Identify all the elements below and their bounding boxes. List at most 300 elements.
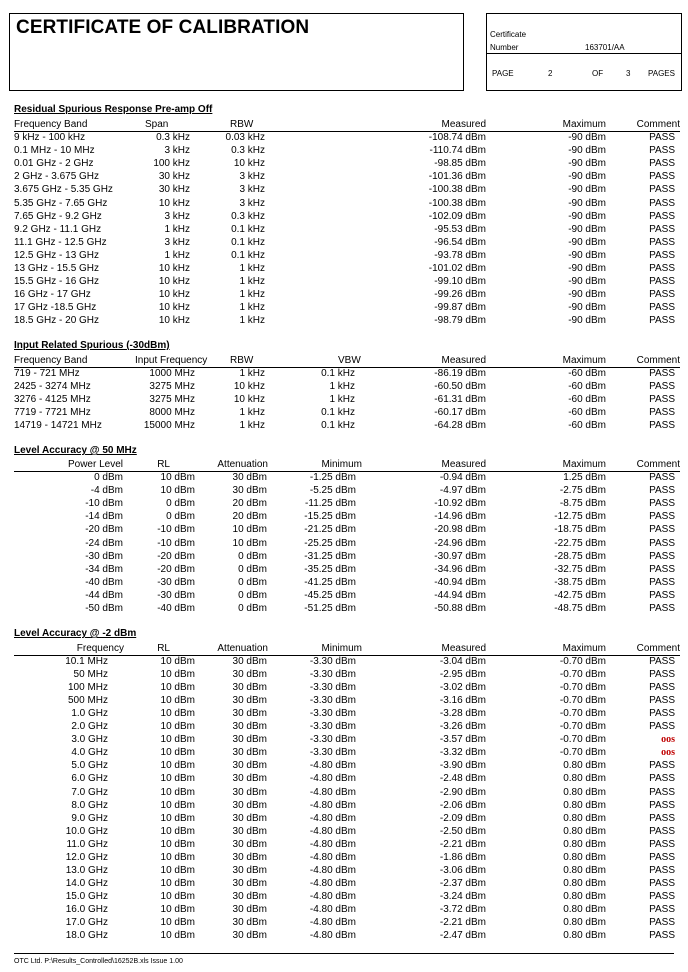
table-cell: -4.80 dBm (309, 773, 356, 785)
table-cell: -3.30 dBm (309, 656, 356, 667)
number-underline (486, 53, 682, 54)
table-cell: -2.21 dBm (439, 838, 486, 850)
table-cell: 0.80 dBm (563, 786, 606, 798)
table-cell: 10 dBm (160, 890, 195, 902)
table-cell: PASS (649, 407, 675, 419)
table-cell: PASS (649, 315, 675, 327)
table-cell: -3.06 dBm (439, 864, 486, 876)
table-cell: -96.54 dBm (434, 236, 486, 248)
table-row (0, 210, 688, 223)
table-row (0, 746, 688, 759)
table-cell: -3.30 dBm (309, 721, 356, 733)
table-row (0, 537, 688, 550)
table-cell: -90 dBm (568, 145, 606, 157)
table-cell: 10 dBm (160, 472, 195, 483)
table-cell: -4 dBm (90, 485, 123, 497)
table-cell: -2.21 dBm (439, 917, 486, 928)
table-cell: 7719 - 7721 MHz (14, 407, 91, 419)
table-cell: 5.35 GHz - 7.65 GHz (14, 197, 108, 209)
page-title: CERTIFICATE OF CALIBRATION (16, 17, 310, 38)
table-cell: -4.80 dBm (309, 760, 356, 772)
table-cell: 7.65 GHz - 9.2 GHz (14, 210, 102, 222)
column-header: Comment (636, 459, 680, 470)
table-cell: PASS (649, 838, 675, 850)
table-cell: 0 dBm (238, 603, 267, 614)
table-cell: 10 dBm (160, 903, 195, 915)
table-cell: 30 kHz (158, 171, 190, 183)
table-cell: 10 dBm (160, 786, 195, 798)
table-cell: -45.25 dBm (304, 589, 356, 601)
table-cell: 0.80 dBm (563, 890, 606, 902)
table-cell: 30 dBm (232, 708, 267, 720)
table-cell: -30 dBm (157, 576, 195, 588)
table-cell: 10 dBm (160, 708, 195, 720)
column-header: VBW (338, 355, 361, 366)
table-cell: 0.1 kHz (321, 407, 355, 419)
table-cell: 14719 - 14721 MHz (14, 420, 102, 432)
table-cell: PASS (649, 511, 675, 523)
table-cell: 500 MHz (67, 695, 108, 707)
table-cell: 5.0 GHz (71, 760, 108, 772)
table-cell: -60 dBm (568, 368, 606, 379)
total-pages: 3 (626, 69, 631, 78)
table-cell: 3.0 GHz (71, 734, 108, 746)
column-header: Maximum (562, 119, 606, 130)
table-cell: 0 dBm (238, 563, 267, 575)
table-cell: -90 dBm (568, 302, 606, 314)
table-cell: PASS (649, 589, 675, 601)
table-cell: -60 dBm (568, 394, 606, 406)
table-cell: 30 dBm (232, 838, 267, 850)
table-row (0, 602, 688, 615)
table-row (0, 183, 688, 196)
table-cell: 10 dBm (160, 838, 195, 850)
table-row (0, 799, 688, 812)
table-cell: 30 dBm (232, 917, 267, 928)
table-row (0, 393, 688, 406)
table-cell: -4.80 dBm (309, 903, 356, 915)
table-cell: -99.26 dBm (434, 289, 486, 301)
table-cell: oos (661, 747, 675, 759)
table-cell: 0.80 dBm (563, 760, 606, 772)
table-cell: -4.80 dBm (309, 812, 356, 824)
table-cell: 0.80 dBm (563, 812, 606, 824)
table-cell: 10 dBm (160, 695, 195, 707)
table-cell: -0.70 dBm (559, 708, 606, 720)
table-row (0, 236, 688, 249)
table-cell: 20 dBm (232, 511, 267, 523)
table-cell: PASS (649, 917, 675, 928)
table-cell: PASS (649, 682, 675, 694)
table-cell: -20 dBm (85, 524, 123, 536)
table-cell: PASS (649, 603, 675, 614)
table-cell: 30 dBm (232, 877, 267, 889)
table-row (0, 157, 688, 170)
table-row (0, 262, 688, 275)
table-cell: 100 kHz (153, 158, 190, 170)
table-cell: 2 GHz - 3.675 GHz (14, 171, 100, 183)
table-cell: -30.97 dBm (434, 550, 486, 562)
table-cell: 10 dBm (160, 812, 195, 824)
table-cell: 10 kHz (158, 315, 190, 327)
table-cell: -4.80 dBm (309, 825, 356, 837)
certificate-label: Certificate (490, 30, 527, 39)
column-header: Measured (441, 459, 486, 470)
table-cell: 10 kHz (158, 263, 190, 274)
table-cell: 30 dBm (232, 656, 267, 667)
table-cell: 3 kHz (239, 197, 265, 209)
table-cell: 1 kHz (329, 381, 355, 393)
table-cell: -3.72 dBm (439, 903, 486, 915)
table-cell: 9 kHz - 100 kHz (14, 132, 86, 143)
table-cell: 0 dBm (166, 498, 195, 510)
table-cell: -90 dBm (568, 315, 606, 327)
table-cell: -90 dBm (568, 276, 606, 288)
pages-label: PAGES (648, 69, 675, 78)
table-row (0, 301, 688, 314)
table-cell: 8.0 GHz (71, 799, 108, 811)
table-cell: 1 kHz (329, 394, 355, 406)
table-cell: -10.92 dBm (434, 498, 486, 510)
column-header: Maximum (562, 355, 606, 366)
table-cell: 100 MHz (67, 682, 108, 694)
table-cell: 10 kHz (158, 289, 190, 301)
table-cell: -60 dBm (568, 407, 606, 419)
table-cell: PASS (649, 132, 675, 143)
table-row (0, 197, 688, 210)
table-cell: 10 dBm (160, 799, 195, 811)
table-cell: 4.0 GHz (71, 747, 108, 759)
table-cell: 0.80 dBm (563, 838, 606, 850)
table-cell: 10 dBm (160, 930, 195, 942)
table-cell: 1 kHz (239, 368, 265, 379)
table-cell: -90 dBm (568, 158, 606, 170)
table-cell: 30 dBm (232, 760, 267, 772)
table-cell: -50.88 dBm (434, 603, 486, 614)
table-row (0, 484, 688, 497)
table-cell: PASS (649, 656, 675, 667)
table-cell: -93.78 dBm (434, 249, 486, 261)
table-cell: 0.1 kHz (231, 223, 265, 235)
table-cell: -60.17 dBm (434, 407, 486, 419)
table-cell: -64.28 dBm (434, 420, 486, 432)
table-cell: -0.70 dBm (559, 734, 606, 746)
table-cell: -2.75 dBm (559, 485, 606, 497)
table-cell: PASS (649, 236, 675, 248)
table-cell: -34.96 dBm (434, 563, 486, 575)
table-cell: PASS (649, 524, 675, 536)
table-cell: 7.0 GHz (71, 786, 108, 798)
table-cell: PASS (649, 498, 675, 510)
table-cell: PASS (649, 930, 675, 942)
table-row (0, 786, 688, 799)
table-cell: 0.3 kHz (231, 145, 265, 157)
table-cell: -40.94 dBm (434, 576, 486, 588)
table-cell: -14.96 dBm (434, 511, 486, 523)
table-cell: 10 dBm (160, 485, 195, 497)
table-cell: -90 dBm (568, 132, 606, 143)
table-cell: -48.75 dBm (554, 603, 606, 614)
table-cell: 1.0 GHz (71, 708, 108, 720)
table-cell: -4.80 dBm (309, 917, 356, 928)
table-cell: 1 kHz (239, 302, 265, 314)
table-cell: 30 dBm (232, 472, 267, 483)
table-cell: -28.75 dBm (554, 550, 606, 562)
table-cell: 0.1 kHz (321, 368, 355, 379)
table-cell: -4.80 dBm (309, 930, 356, 942)
table-row (0, 471, 688, 484)
table-cell: 16.0 GHz (65, 903, 108, 915)
table-cell: 12.5 GHz - 13 GHz (14, 249, 100, 261)
table-row (0, 589, 688, 602)
table-cell: 10 dBm (160, 917, 195, 928)
table-row (0, 131, 688, 144)
table-cell: 10 kHz (158, 302, 190, 314)
table-cell: 0.1 kHz (321, 420, 355, 432)
table-row (0, 825, 688, 838)
table-cell: 12.0 GHz (65, 851, 108, 863)
table-cell: 10 dBm (160, 682, 195, 694)
table-cell: -24 dBm (85, 537, 123, 549)
table-cell: -60 dBm (568, 381, 606, 393)
column-header: Frequency Band (14, 119, 88, 130)
section-title: Residual Spurious Response Pre-amp Off (14, 104, 213, 115)
table-cell: -40 dBm (85, 576, 123, 588)
table-cell: 0.80 dBm (563, 877, 606, 889)
table-cell: 1000 MHz (149, 368, 195, 379)
table-cell: 0 dBm (94, 472, 123, 483)
column-header: Measured (441, 119, 486, 130)
table-cell: -40 dBm (157, 603, 195, 614)
table-cell: PASS (649, 760, 675, 772)
table-cell: 1 kHz (239, 289, 265, 301)
table-cell: 0.80 dBm (563, 825, 606, 837)
table-cell: PASS (649, 197, 675, 209)
table-cell: -42.75 dBm (554, 589, 606, 601)
table-row (0, 223, 688, 236)
table-row (0, 380, 688, 393)
table-cell: PASS (649, 890, 675, 902)
table-cell: -44 dBm (85, 589, 123, 601)
table-cell: 0.80 dBm (563, 864, 606, 876)
table-cell: -99.10 dBm (434, 276, 486, 288)
table-cell: -20.98 dBm (434, 524, 486, 536)
table-cell: -2.47 dBm (439, 930, 486, 942)
table-cell: 0.80 dBm (563, 917, 606, 928)
table-row (0, 929, 688, 942)
table-cell: -3.30 dBm (309, 747, 356, 759)
column-header: Frequency Band (14, 355, 88, 366)
table-cell: 30 dBm (232, 786, 267, 798)
table-cell: -12.75 dBm (554, 511, 606, 523)
column-header: Minimum (321, 459, 362, 470)
table-row (0, 851, 688, 864)
table-cell: PASS (649, 158, 675, 170)
column-header: Attenuation (217, 459, 268, 470)
table-cell: -44.94 dBm (434, 589, 486, 601)
table-cell: 17.0 GHz (65, 917, 108, 928)
table-cell: PASS (649, 210, 675, 222)
table-cell: 17 GHz -18.5 GHz (14, 302, 97, 314)
table-cell: -14 dBm (85, 511, 123, 523)
table-row (0, 523, 688, 536)
table-cell: 0.1 kHz (231, 236, 265, 248)
table-cell: -0.70 dBm (559, 721, 606, 733)
table-cell: 9.2 GHz - 11.1 GHz (14, 223, 102, 235)
table-cell: -8.75 dBm (559, 498, 606, 510)
table-cell: 3275 MHz (149, 381, 195, 393)
table-cell: -1.25 dBm (309, 472, 356, 483)
table-cell: 30 dBm (232, 773, 267, 785)
table-cell: -101.02 dBm (428, 263, 486, 274)
table-cell: -20 dBm (157, 550, 195, 562)
table-cell: -2.37 dBm (439, 877, 486, 889)
table-cell: 3.675 GHz - 5.35 GHz (14, 184, 113, 196)
table-cell: -0.70 dBm (559, 747, 606, 759)
table-row (0, 903, 688, 916)
table-cell: -99.87 dBm (434, 302, 486, 314)
table-cell: -38.75 dBm (554, 576, 606, 588)
table-cell: -0.70 dBm (559, 682, 606, 694)
table-cell: -51.25 dBm (304, 603, 356, 614)
table-row (0, 314, 688, 327)
table-cell: 0.80 dBm (563, 799, 606, 811)
table-cell: PASS (649, 721, 675, 733)
table-cell: 15.0 GHz (65, 890, 108, 902)
table-cell: -21.25 dBm (304, 524, 356, 536)
table-cell: -4.80 dBm (309, 864, 356, 876)
table-cell: -108.74 dBm (428, 132, 486, 143)
table-cell: 30 dBm (232, 890, 267, 902)
table-cell: 10.0 GHz (65, 825, 108, 837)
table-cell: -3.90 dBm (439, 760, 486, 772)
table-cell: 10 dBm (160, 825, 195, 837)
table-row (0, 170, 688, 183)
table-cell: PASS (649, 485, 675, 497)
table-row (0, 877, 688, 890)
table-cell: 11.0 GHz (66, 838, 108, 850)
table-cell: -35.25 dBm (304, 563, 356, 575)
number-label: Number (490, 43, 519, 52)
table-cell: 10 dBm (160, 773, 195, 785)
table-cell: 18.0 GHz (65, 930, 108, 942)
column-header: Comment (636, 643, 680, 654)
table-cell: -3.30 dBm (309, 682, 356, 694)
table-cell: 13 GHz - 15.5 GHz (14, 263, 100, 274)
table-cell: -2.09 dBm (439, 812, 486, 824)
column-header: Comment (636, 119, 680, 130)
table-cell: 13.0 GHz (65, 864, 108, 876)
table-cell: -0.70 dBm (559, 669, 606, 681)
table-cell: 30 kHz (158, 184, 190, 196)
table-cell: -3.30 dBm (309, 734, 356, 746)
table-cell: 30 dBm (232, 930, 267, 942)
table-cell: 30 dBm (232, 799, 267, 811)
table-cell: 0.80 dBm (563, 930, 606, 942)
table-cell: 10 kHz (233, 381, 265, 393)
table-row (0, 367, 688, 380)
table-row (0, 681, 688, 694)
table-cell: 10 dBm (160, 747, 195, 759)
table-row (0, 720, 688, 733)
table-cell: -0.70 dBm (559, 656, 606, 667)
table-cell: 719 - 721 MHz (14, 368, 80, 379)
column-header: RL (157, 459, 170, 470)
table-row (0, 890, 688, 903)
column-header: Measured (441, 355, 486, 366)
table-cell: 1 kHz (239, 315, 265, 327)
table-cell: 0 dBm (238, 589, 267, 601)
table-cell: -3.30 dBm (309, 695, 356, 707)
table-cell: PASS (649, 381, 675, 393)
table-cell: -0.94 dBm (439, 472, 486, 483)
table-row (0, 759, 688, 772)
table-cell: 30 dBm (232, 669, 267, 681)
table-cell: -90 dBm (568, 236, 606, 248)
table-cell: 11.1 GHz - 12.5 GHz (14, 236, 107, 248)
table-row (0, 916, 688, 929)
table-cell: 50 MHz (73, 669, 108, 681)
table-row (0, 144, 688, 157)
table-cell: -3.32 dBm (439, 747, 486, 759)
table-cell: -4.80 dBm (309, 786, 356, 798)
table-cell: PASS (649, 825, 675, 837)
column-header: Attenuation (217, 643, 268, 654)
column-header: RL (157, 643, 170, 654)
table-cell: 10 dBm (232, 524, 267, 536)
table-row (0, 838, 688, 851)
table-cell: -61.31 dBm (434, 394, 486, 406)
table-cell: -10 dBm (157, 524, 195, 536)
table-cell: 30 dBm (232, 485, 267, 497)
table-cell: 0.80 dBm (563, 903, 606, 915)
table-cell: 1 kHz (239, 420, 265, 432)
table-cell: 1 kHz (164, 249, 190, 261)
table-cell: 1 kHz (239, 263, 265, 274)
table-cell: PASS (649, 171, 675, 183)
column-header: Minimum (321, 643, 362, 654)
table-cell: PASS (649, 851, 675, 863)
table-cell: PASS (649, 420, 675, 432)
table-cell: -90 dBm (568, 171, 606, 183)
table-cell: -30 dBm (157, 589, 195, 601)
table-cell: 3 kHz (164, 145, 190, 157)
table-cell: 14.0 GHz (65, 877, 108, 889)
table-cell: PASS (649, 223, 675, 235)
table-cell: -5.25 dBm (309, 485, 356, 497)
table-cell: PASS (649, 864, 675, 876)
table-cell: -3.16 dBm (439, 695, 486, 707)
table-cell: 30 dBm (232, 812, 267, 824)
table-cell: 0 dBm (238, 576, 267, 588)
table-cell: 10 dBm (160, 734, 195, 746)
column-header: Maximum (562, 459, 606, 470)
table-cell: 0.01 GHz - 2 GHz (14, 158, 94, 170)
table-row (0, 497, 688, 510)
table-cell: -95.53 dBm (434, 223, 486, 235)
table-cell: 10 dBm (160, 656, 195, 667)
table-cell: PASS (649, 563, 675, 575)
table-cell: 15.5 GHz - 16 GHz (14, 276, 100, 288)
table-cell: -102.09 dBm (428, 210, 486, 222)
table-cell: 30 dBm (232, 682, 267, 694)
table-cell: -50 dBm (85, 603, 123, 614)
table-cell: -4.80 dBm (309, 890, 356, 902)
table-cell: PASS (649, 903, 675, 915)
table-cell: PASS (649, 394, 675, 406)
table-row (0, 733, 688, 746)
table-cell: -24.96 dBm (434, 537, 486, 549)
